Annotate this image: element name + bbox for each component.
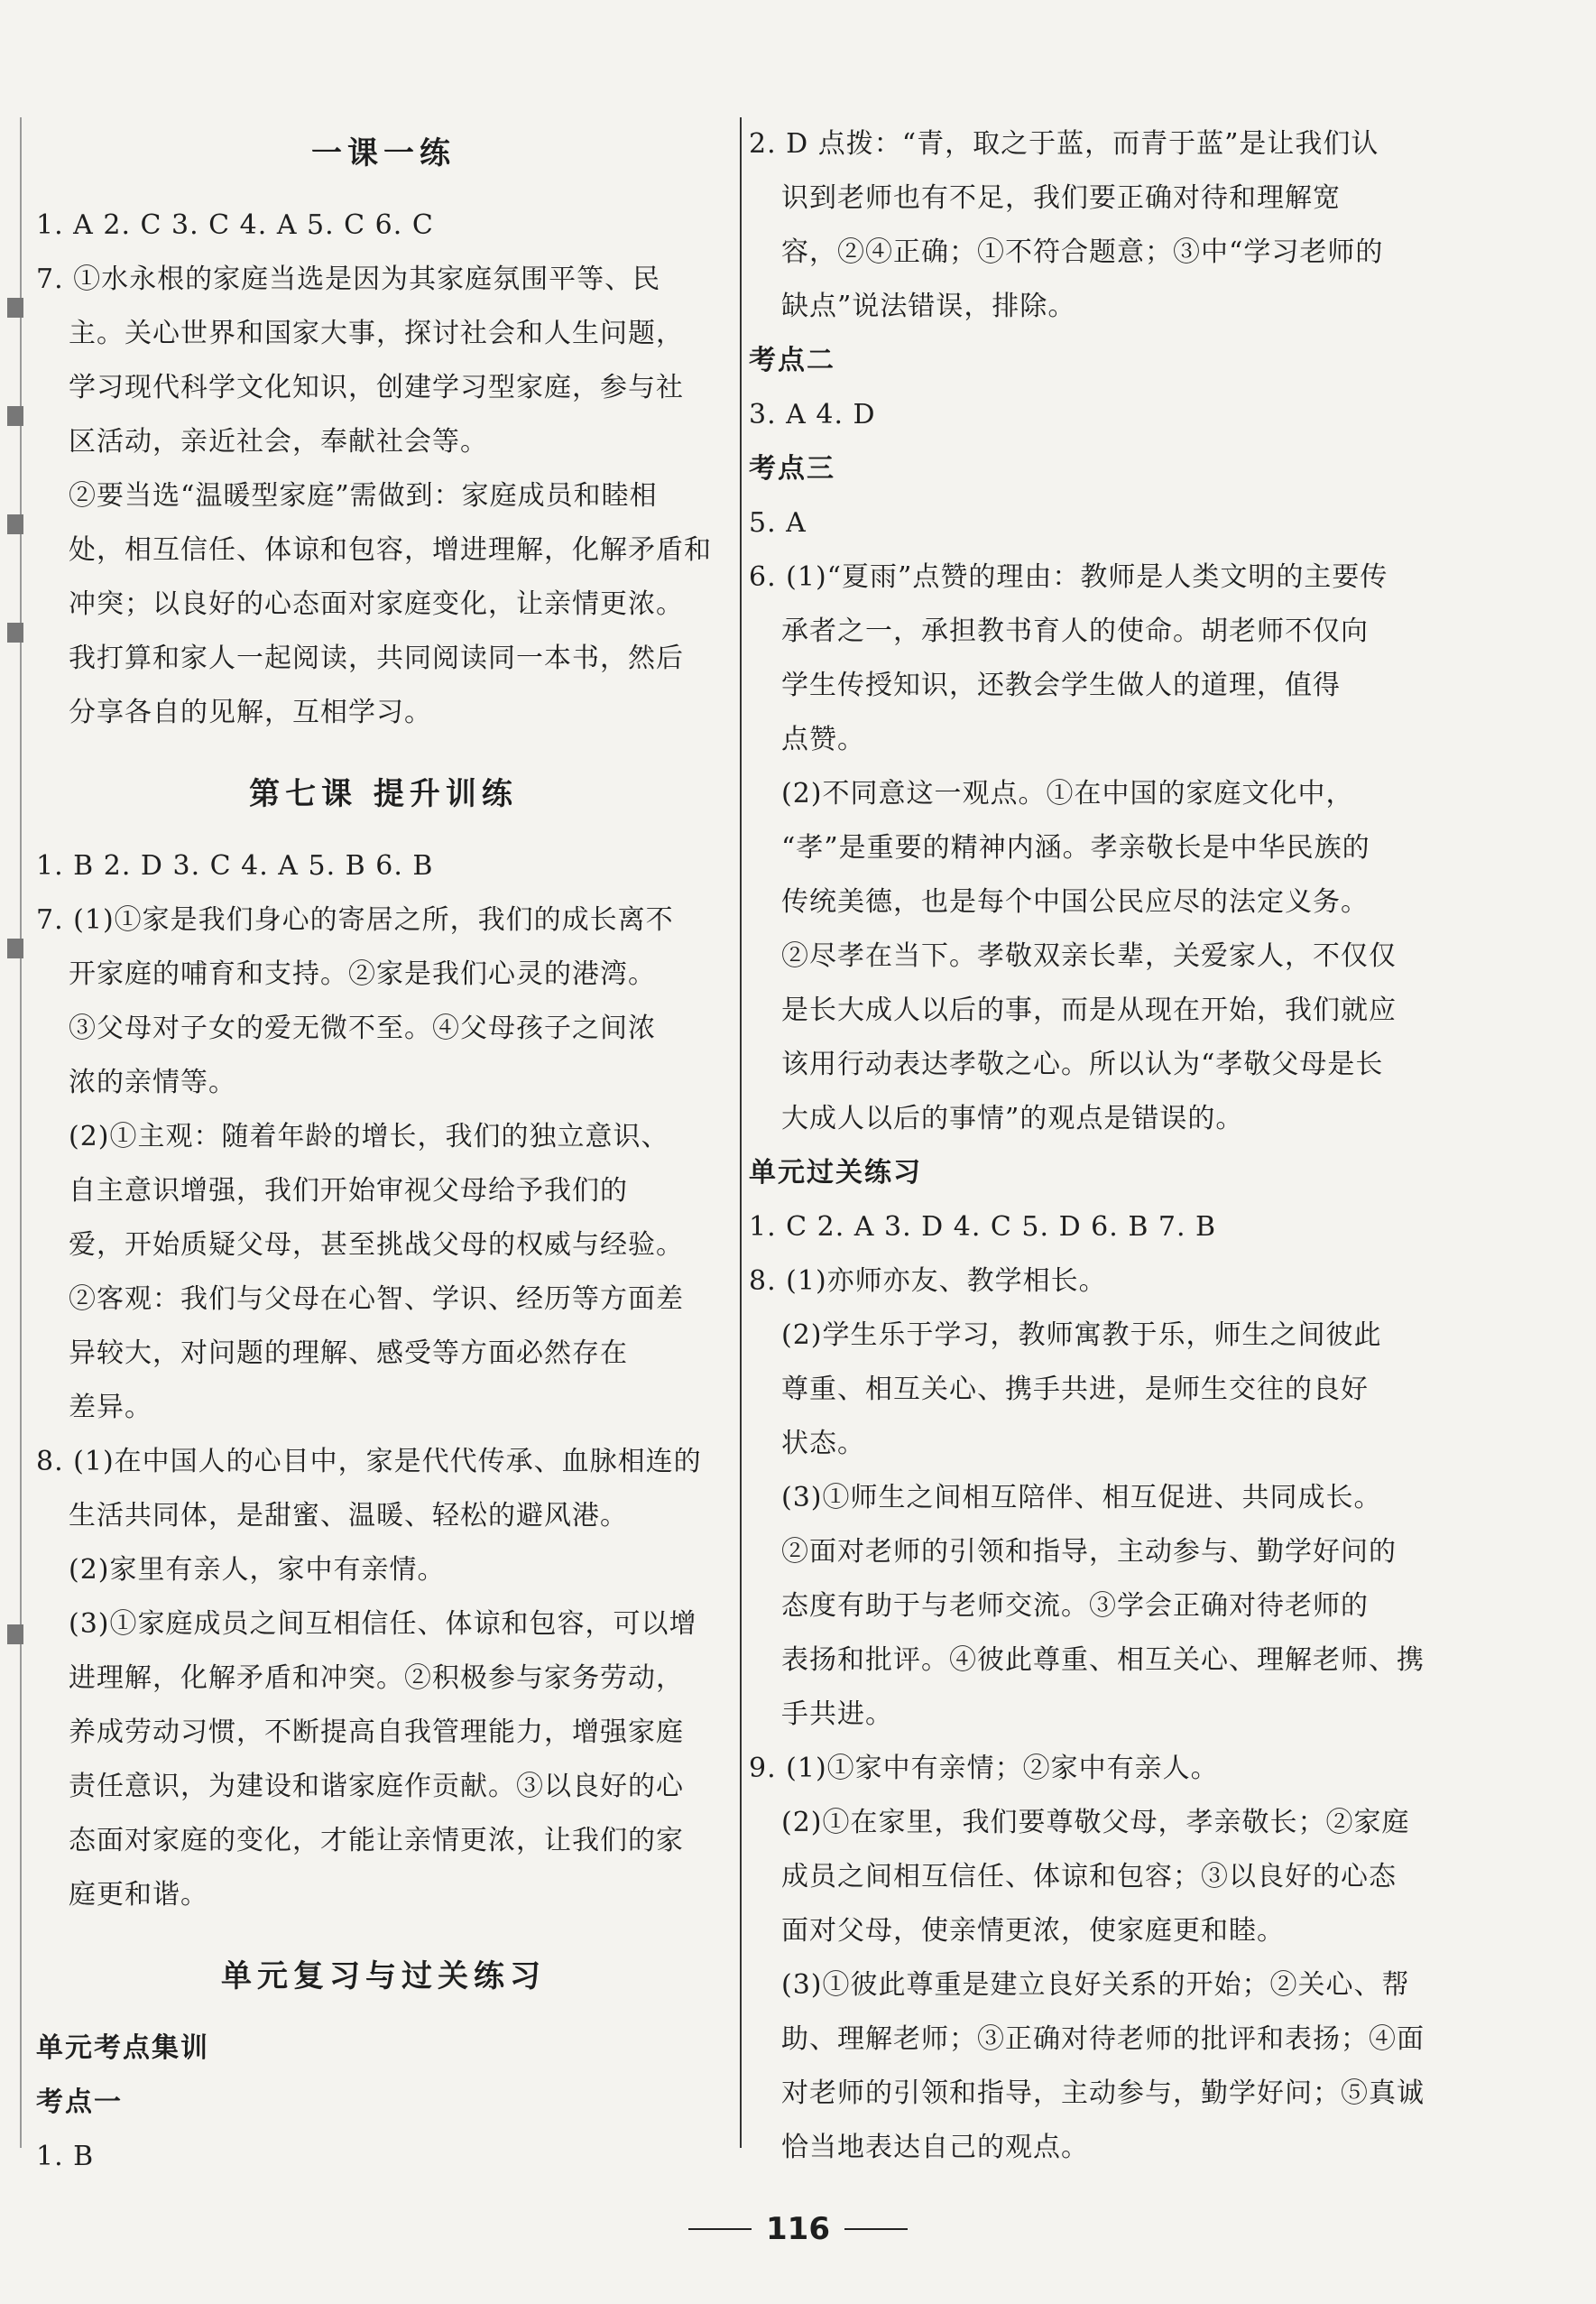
answer-line: 爱，开始质疑父母，甚至挑战父母的权威与经验。: [69, 1229, 684, 1261]
binding-mark: [7, 623, 23, 643]
answer-line: 学习现代科学文化知识，创建学习型家庭，参与社: [69, 372, 684, 403]
answer-line: 开家庭的哺育和支持。②家是我们心灵的港湾。: [69, 958, 656, 990]
answer-line: (3)①家庭成员之间互相信任、体谅和包容，可以增: [69, 1608, 697, 1640]
answer-line: 生活共同体，是甜蜜、温暖、轻松的避风港。: [69, 1500, 628, 1531]
answer-line: 8. (1)亦师亦友、教学相长。: [749, 1265, 1107, 1297]
answer-line: 异较大，对问题的理解、感受等方面必然存在: [69, 1337, 628, 1369]
answer-line: 冲突；以良好的心态面对家庭变化，让亲情更浓。: [69, 588, 684, 620]
binding-mark: [7, 939, 23, 958]
answer-line: 恰当地表达自己的观点。: [781, 2132, 1089, 2163]
binding-mark: [7, 406, 23, 426]
answer-line: 手共进。: [781, 1698, 893, 1730]
section-title: 第七课 提升训练: [249, 776, 518, 812]
page-number-dash-left: [688, 2228, 752, 2230]
right-column: [749, 117, 1453, 2175]
page-number-dash-right: [844, 2228, 908, 2230]
answer-line: 3. A 4. D: [749, 399, 876, 430]
answer-line: ②尽孝在当下。孝敬双亲长辈，关爱家人，不仅仅: [781, 940, 1397, 972]
answer-line: 1. B 2. D 3. C 4. A 5. B 6. B: [36, 850, 434, 882]
answer-line: 缺点”说法错误，排除。: [781, 291, 1076, 322]
answer-line: 1. B: [36, 2141, 95, 2172]
answer-line: (3)①师生之间相互陪伴、相互促进、共同成长。: [781, 1482, 1382, 1513]
answer-line: 态面对家庭的变化，才能让亲情更浓，让我们的家: [69, 1825, 684, 1856]
answer-line: (2)家里有亲人，家中有亲情。: [69, 1554, 446, 1586]
answer-line: 容，②④正确；①不符合题意；③中“学习老师的: [781, 236, 1384, 268]
answer-line: 自主意识增强，我们开始审视父母给予我们的: [69, 1175, 628, 1207]
section-title-spacer: [36, 2013, 731, 2022]
column-divider: [740, 117, 742, 2148]
answer-line: (2)①主观：随着年龄的增长，我们的独立意识、: [69, 1121, 669, 1152]
answer-line: ②要当选“温暖型家庭”需做到：家庭成员和睦相: [69, 480, 658, 512]
section-title-spacer: [36, 190, 731, 199]
answer-line: 状态。: [781, 1428, 865, 1459]
answer-line: ②面对老师的引领和指导，主动参与、勤学好问的: [781, 1536, 1397, 1568]
answer-line: 对老师的引领和指导，主动参与，勤学好问；⑤真诚: [781, 2077, 1425, 2109]
answer-line: 5. A: [749, 507, 807, 539]
section-subheading: 考点三: [749, 453, 835, 485]
answer-line: (2)学生乐于学习，教师寓教于乐，师生之间彼此: [781, 1319, 1382, 1351]
answer-line: 8. (1)在中国人的心目中，家是代代传承、血脉相连的: [36, 1446, 702, 1477]
answer-line: 承者之一，承担教书育人的使命。胡老师不仅向: [781, 615, 1369, 647]
answer-line: 6. (1)“夏雨”点赞的理由：教师是人类文明的主要传: [749, 561, 1388, 593]
section-title: 单元复习与过关练习: [221, 1958, 546, 1994]
section-title: 一课一练: [311, 135, 456, 171]
answer-line: 表扬和批评。④彼此尊重、相互关心、理解老师、携: [781, 1644, 1425, 1676]
left-column: [36, 117, 731, 2184]
section-title-spacer: [36, 830, 731, 839]
answer-line: 7. ①水永根的家庭当选是因为其家庭氛围平等、民: [36, 264, 661, 295]
answer-line: ②客观：我们与父母在心智、学识、经历等方面差: [69, 1283, 684, 1315]
answer-line: 进理解，化解矛盾和冲突。②积极参与家务劳动，: [69, 1662, 684, 1694]
section-subheading: 单元过关练习: [749, 1157, 922, 1189]
answer-line: (3)①彼此尊重是建立良好关系的开始；②关心、帮: [781, 1969, 1410, 2001]
answer-line: (2)①在家里，我们要尊敬父母，孝亲敬长；②家庭: [781, 1807, 1410, 1838]
answer-line: 识到老师也有不足，我们要正确对待和理解宽: [781, 182, 1341, 214]
answer-line: (2)不同意这一观点。①在中国的家庭文化中，: [781, 778, 1354, 810]
answer-line: 差异。: [69, 1392, 152, 1423]
binding-mark: [7, 298, 23, 318]
section-subheading: 单元考点集训: [36, 2032, 209, 2064]
answer-line: 态度有助于与老师交流。③学会正确对待老师的: [781, 1590, 1369, 1622]
answer-line: 处，相互信任、体谅和包容，增进理解，化解矛盾和: [69, 534, 712, 566]
answer-line: 主。关心世界和国家大事，探讨社会和人生问题，: [69, 318, 684, 349]
answer-line: 面对父母，使亲情更浓，使家庭更和睦。: [781, 1915, 1285, 1947]
answer-line: 是长大成人以后的事，而是从现在开始，我们就应: [781, 995, 1397, 1026]
answer-line: 传统美德，也是每个中国公民应尽的法定义务。: [781, 886, 1369, 918]
answer-line: 大成人以后的事情”的观点是错误的。: [781, 1103, 1244, 1134]
answer-line: 7. (1)①家是我们身心的寄居之所，我们的成长离不: [36, 904, 674, 936]
binding-mark: [7, 514, 23, 534]
answer-line: 成员之间相互信任、体谅和包容；③以良好的心态: [781, 1861, 1397, 1892]
answer-line: 9. (1)①家中有亲情；②家中有亲人。: [749, 1753, 1219, 1784]
answer-line: 养成劳动习惯，不断提高自我管理能力，增强家庭: [69, 1716, 684, 1748]
answer-line: 分享各自的见解，互相学习。: [69, 697, 432, 728]
answer-line: 浓的亲情等。: [69, 1067, 236, 1098]
answer-line: 我打算和家人一起阅读，共同阅读同一本书，然后: [69, 643, 684, 674]
section-title-spacer: [36, 1922, 731, 1940]
answer-line: 该用行动表达孝敬之心。所以认为“孝敬父母是长: [781, 1049, 1384, 1080]
answer-line: 庭更和谐。: [69, 1879, 208, 1911]
section-title-spacer: [36, 740, 731, 758]
answer-line: 点赞。: [781, 724, 865, 755]
answer-line: 责任意识，为建设和谐家庭作贡献。③以良好的心: [69, 1771, 684, 1802]
section-subheading: 考点二: [749, 345, 835, 376]
answer-line: 学生传授知识，还教会学生做人的道理，值得: [781, 670, 1341, 701]
answer-line: 尊重、相互关心、携手共进，是师生交往的良好: [781, 1374, 1369, 1405]
answer-line: 2. D 点拨：“青，取之于蓝，而青于蓝”是让我们认: [749, 128, 1379, 160]
answer-line: 1. A 2. C 3. C 4. A 5. C 6. C: [36, 209, 434, 241]
answer-line: 区活动，亲近社会，奉献社会等。: [69, 426, 488, 458]
answer-line: 1. C 2. A 3. D 4. C 5. D 6. B 7. B: [749, 1211, 1217, 1243]
section-subheading: 考点一: [36, 2087, 123, 2118]
page-number: 116: [766, 2211, 830, 2247]
answer-line: 助、理解老师；③正确对待老师的批评和表扬；④面: [781, 2023, 1425, 2055]
answer-line: ③父母对子女的爱无微不至。④父母孩子之间浓: [69, 1013, 656, 1044]
page-footer: [0, 2202, 1596, 2256]
binding-mark: [7, 1624, 23, 1644]
answer-line: “孝”是重要的精神内涵。孝亲敬长是中华民族的: [781, 832, 1370, 864]
